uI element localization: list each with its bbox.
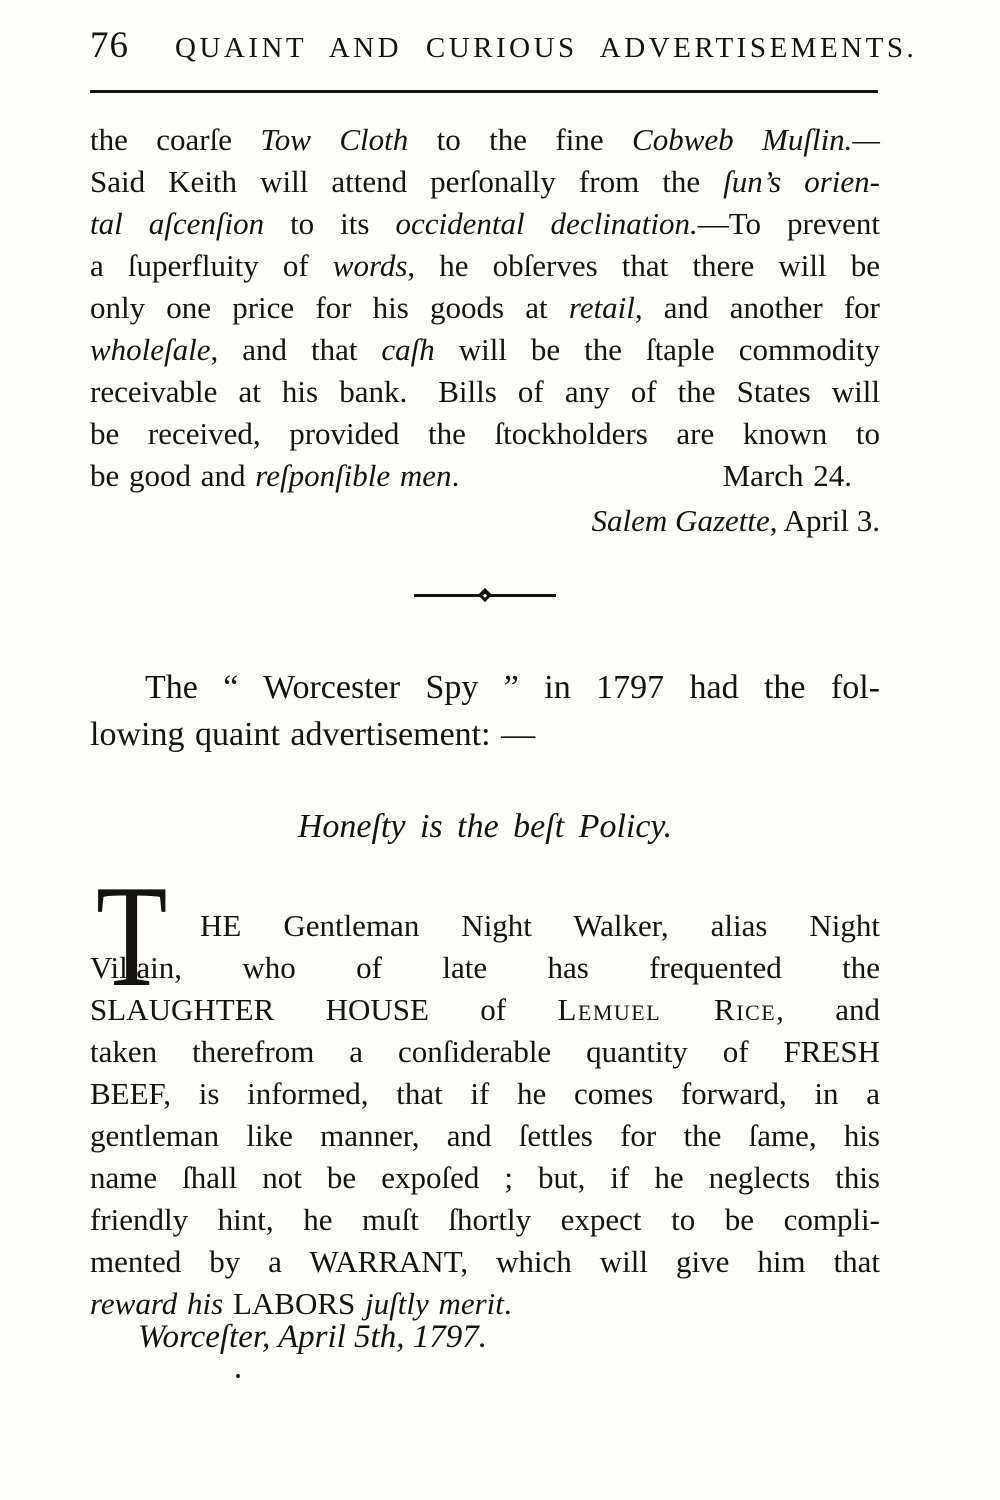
text-segment: be received, provided the ſtockholders are known to <box>90 416 880 451</box>
header-rule <box>90 90 878 93</box>
intro-paragraph <box>90 664 880 758</box>
notice-paragraph <box>90 855 880 1325</box>
text-segment: name ſhall not be expoſed ; but, if he neglects this <box>90 1160 880 1195</box>
paragraph-line <box>90 119 880 161</box>
text-segment: The “ Worcester Spy ” in 1797 had the fol- <box>145 669 880 706</box>
paragraph-line <box>90 1073 880 1115</box>
text-segment: . <box>451 458 460 493</box>
drop-cap: T <box>96 855 168 1017</box>
text-segment: Worceſter, April 5th, 1797. <box>138 1319 487 1355</box>
text-segment: receivable at his bank. Bills of any of the States will <box>90 374 880 409</box>
text-segment: will be the ſtaple commodity <box>434 332 880 367</box>
text-segment: wholeſale <box>90 332 211 367</box>
text-segment: Salem Gazette <box>591 503 770 538</box>
paragraph-line <box>90 413 880 455</box>
text-segment: ſun’s orien- <box>723 164 880 199</box>
ad-heading <box>90 806 880 848</box>
running-header <box>90 24 918 67</box>
text-segment: be good and <box>90 458 256 493</box>
text-segment: lowing quaint advertisement: — <box>90 716 536 753</box>
ink-speck <box>236 1374 240 1378</box>
paragraph-line <box>90 371 880 413</box>
text-segment: LABORS <box>223 1286 366 1321</box>
running-title: QUAINT AND CURIOUS ADVERTISEMENTS. <box>175 32 918 64</box>
paragraph-line <box>90 905 880 947</box>
text-segment: mented by a WARRANT, which will give him that <box>90 1244 880 1279</box>
text-segment: Cobweb Muſlin.— <box>632 122 880 157</box>
paragraph-line <box>90 1031 880 1073</box>
text-segment: HE Gentleman Night Walker, alias Night <box>200 908 880 943</box>
text-segment: reſponſible men <box>255 458 452 493</box>
diamond-center-dot <box>483 593 487 597</box>
text-segment: a ſuperfluity of <box>90 248 333 283</box>
paragraph-line <box>90 711 880 758</box>
text-segment: BEEF, is informed, that if he comes forward, in a <box>90 1076 880 1111</box>
paragraph-line <box>90 329 880 371</box>
text-segment: . <box>503 1286 512 1321</box>
text-segment: caſh <box>381 332 435 367</box>
text-segment: , April 3. <box>769 503 880 538</box>
page-number: 76 <box>90 25 129 66</box>
text-segment: , and that <box>210 332 382 367</box>
text-segment: words <box>332 248 408 283</box>
attribution-text <box>592 503 880 538</box>
paragraph-line <box>90 664 880 711</box>
ad-heading-text <box>298 808 672 845</box>
text-segment: , and <box>776 992 880 1027</box>
text-segment: taken therefrom a conſiderable quantity of FRESH <box>90 1034 880 1069</box>
paragraph-line <box>90 203 880 245</box>
section-divider <box>90 588 880 602</box>
text-segment: —To prevent <box>697 206 880 241</box>
dateline <box>90 1316 928 1358</box>
text-segment: only one price for his goods at <box>90 290 569 325</box>
paragraph-line <box>90 1241 880 1283</box>
text-segment: Lemuel Rice <box>557 992 777 1027</box>
text-segment: reward his <box>90 1286 224 1321</box>
paragraph-line <box>90 161 880 203</box>
text-segment: Tow Cloth <box>260 122 409 157</box>
salem-ad-paragraph <box>90 119 880 497</box>
text-segment: , and another for <box>634 290 880 325</box>
text-segment: Villain, who of late has frequented the <box>90 950 880 985</box>
text-segment: retail <box>568 290 635 325</box>
paragraph-line <box>90 1157 880 1199</box>
text-segment: juſtly merit <box>365 1286 504 1321</box>
diamond-ornament-icon <box>478 588 492 602</box>
text-segment: friendly hint, he muſt ſhortly expect to be compli- <box>90 1202 880 1237</box>
paragraph-line <box>90 989 880 1031</box>
paragraph-line <box>90 947 880 989</box>
paragraph-closing-line <box>90 455 880 497</box>
text-segment: SLAUGHTER HOUSE of <box>90 992 558 1027</box>
text-segment: to the fine <box>408 122 633 157</box>
attribution <box>90 500 884 542</box>
text-segment: occidental declination. <box>395 206 698 241</box>
paragraph-line <box>90 245 880 287</box>
divider-line <box>414 594 556 597</box>
text-segment: to its <box>264 206 396 241</box>
text-segment: the coarſe <box>90 122 261 157</box>
text-segment: tal aſcenſion <box>90 206 265 241</box>
closing-text <box>90 455 459 497</box>
dateline-text <box>138 1319 487 1355</box>
text-segment: Honeſty is the beſt Policy. <box>297 808 673 845</box>
paragraph-line <box>90 287 880 329</box>
ad-date: March 24. <box>722 458 852 493</box>
text-segment: , he obſerves that there will be <box>407 248 880 283</box>
text-segment: gentleman like manner, and ſettles for the ſame, his <box>90 1118 880 1153</box>
paragraph-line <box>90 1199 880 1241</box>
paragraph-line <box>90 1115 880 1157</box>
text-segment: Said Keith will attend perſonally from the <box>90 164 724 199</box>
